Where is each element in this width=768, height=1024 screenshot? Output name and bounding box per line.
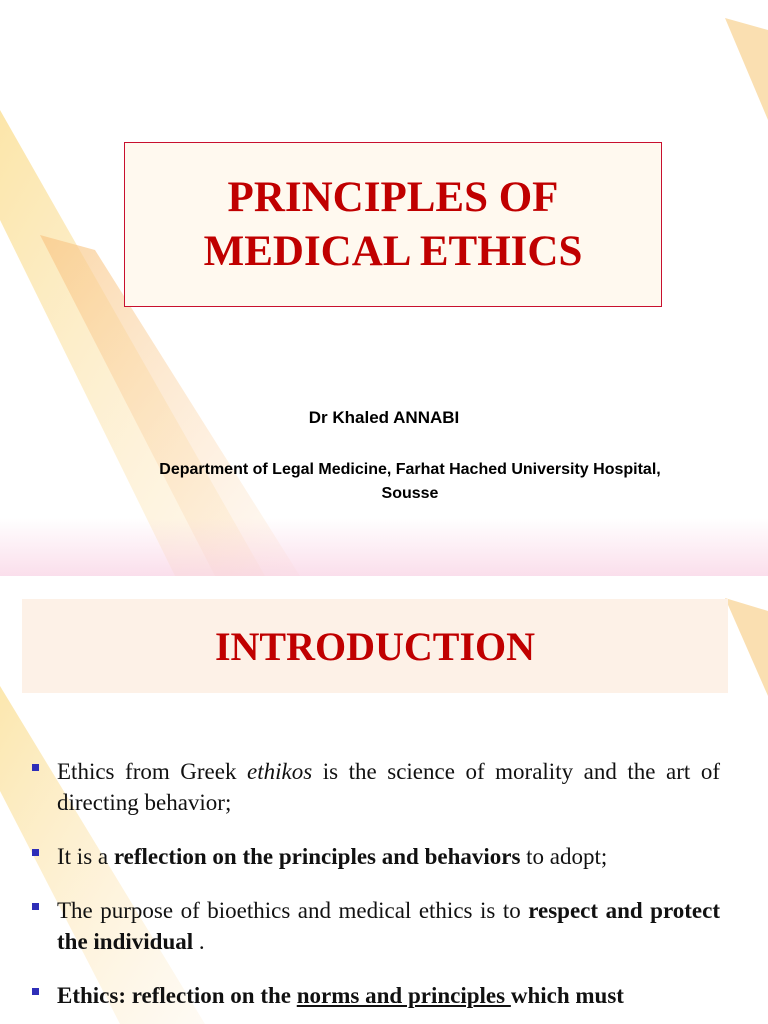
presentation-title: PRINCIPLES OF MEDICAL ETHICS [203, 173, 583, 275]
ray-shape [725, 598, 768, 696]
bullet-icon [32, 764, 39, 771]
list-item: Ethics from Greek ethikos is the science of morality and the art of directing behavior; [30, 756, 720, 818]
list-item: The purpose of bioethics and medical ethics is to respect and protect the individual . [30, 895, 720, 957]
slide-heading: INTRODUCTION [214, 623, 536, 669]
bullet-icon [32, 849, 39, 856]
bullet-icon [32, 988, 39, 995]
title-box [124, 142, 662, 307]
heading-band [22, 599, 728, 693]
pink-band [0, 518, 768, 576]
bullet-icon [32, 903, 39, 910]
slide-introduction [0, 576, 768, 1024]
bullet-list [30, 756, 720, 1024]
ray-shape [725, 18, 768, 120]
list-item: It is a reflection on the principles and behaviors to adopt; [30, 841, 720, 872]
department-affiliation: Department of Legal Medicine, Farhat Hached University Hospital, Sousse [159, 461, 661, 502]
author-name: Dr Khaled ANNABI [308, 408, 460, 427]
list-item: Ethics: reflection on the norms and principles which must [30, 980, 720, 1011]
